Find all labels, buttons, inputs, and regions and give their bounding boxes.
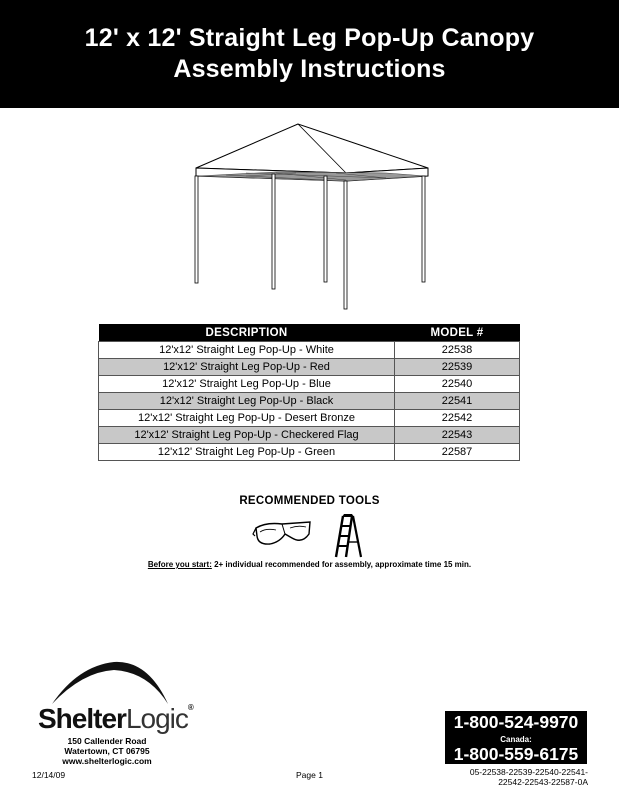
cell-model: 22543 (395, 427, 520, 444)
canada-phone-box (445, 733, 587, 764)
table-row (99, 393, 520, 410)
address-line1: 150 Callender Road (67, 736, 147, 746)
cell-description: 12'x12' Straight Leg Pop-Up - Red (99, 359, 395, 376)
cell-model: 22542 (395, 410, 520, 427)
model-table (98, 324, 520, 461)
document-title-line2: Assembly Instructions (173, 55, 446, 83)
table-row (99, 427, 520, 444)
step-ladder-icon (334, 512, 364, 558)
document-code (440, 767, 588, 787)
shelterlogic-logo: ShelterLogic® (38, 703, 193, 734)
cell-model: 22587 (395, 444, 520, 461)
cell-model: 22539 (395, 359, 520, 376)
company-website: www.shelterlogic.com (62, 756, 152, 766)
canada-phone-number: 1-800-559-6175 (453, 744, 579, 764)
canopy-illustration (186, 118, 436, 318)
before-you-start-text: 2+ individual recommended for assembly, approximate time 15 min. (211, 560, 472, 569)
cell-model: 22538 (395, 342, 520, 359)
document-code-line2: 22542-22543-22587-0A (498, 777, 588, 787)
canada-label: Canada: (500, 735, 532, 744)
footer-date: 12/14/09 (32, 770, 66, 780)
document-code-line1: 05-22538-22539-22540-22541- (469, 767, 588, 777)
cell-description: 12'x12' Straight Leg Pop-Up - Desert Bronze (99, 410, 395, 427)
cell-description: 12'x12' Straight Leg Pop-Up - Checkered Flag (99, 427, 395, 444)
title-banner (0, 0, 619, 108)
document-title-line1: 12' x 12' Straight Leg Pop-Up Canopy (84, 24, 535, 52)
cell-description: 12'x12' Straight Leg Pop-Up - Black (99, 393, 395, 410)
address-line2: Watertown, CT 06795 (64, 746, 150, 756)
cell-model: 22540 (395, 376, 520, 393)
before-you-start-note (0, 560, 619, 569)
table-row (99, 444, 520, 461)
cell-model: 22541 (395, 393, 520, 410)
cell-description: 12'x12' Straight Leg Pop-Up - Blue (99, 376, 395, 393)
table-header-row (99, 324, 520, 342)
safety-glasses-icon (252, 514, 314, 552)
shelterlogic-logo-arc (48, 658, 172, 706)
column-header-model: MODEL # (395, 324, 520, 342)
company-address (52, 736, 162, 766)
cell-description: 12'x12' Straight Leg Pop-Up - White (99, 342, 395, 359)
us-phone-number: 1-800-524-9970 (445, 711, 587, 733)
before-you-start-label: Before you start: (147, 560, 212, 569)
page-number: Page 1 (296, 770, 323, 780)
recommended-tools-heading: RECOMMENDED TOOLS (239, 495, 380, 507)
cell-description: 12'x12' Straight Leg Pop-Up - Green (99, 444, 395, 461)
table-row (99, 359, 520, 376)
column-header-description: DESCRIPTION (99, 324, 395, 342)
table-row (99, 410, 520, 427)
table-row (99, 376, 520, 393)
table-row (99, 342, 520, 359)
